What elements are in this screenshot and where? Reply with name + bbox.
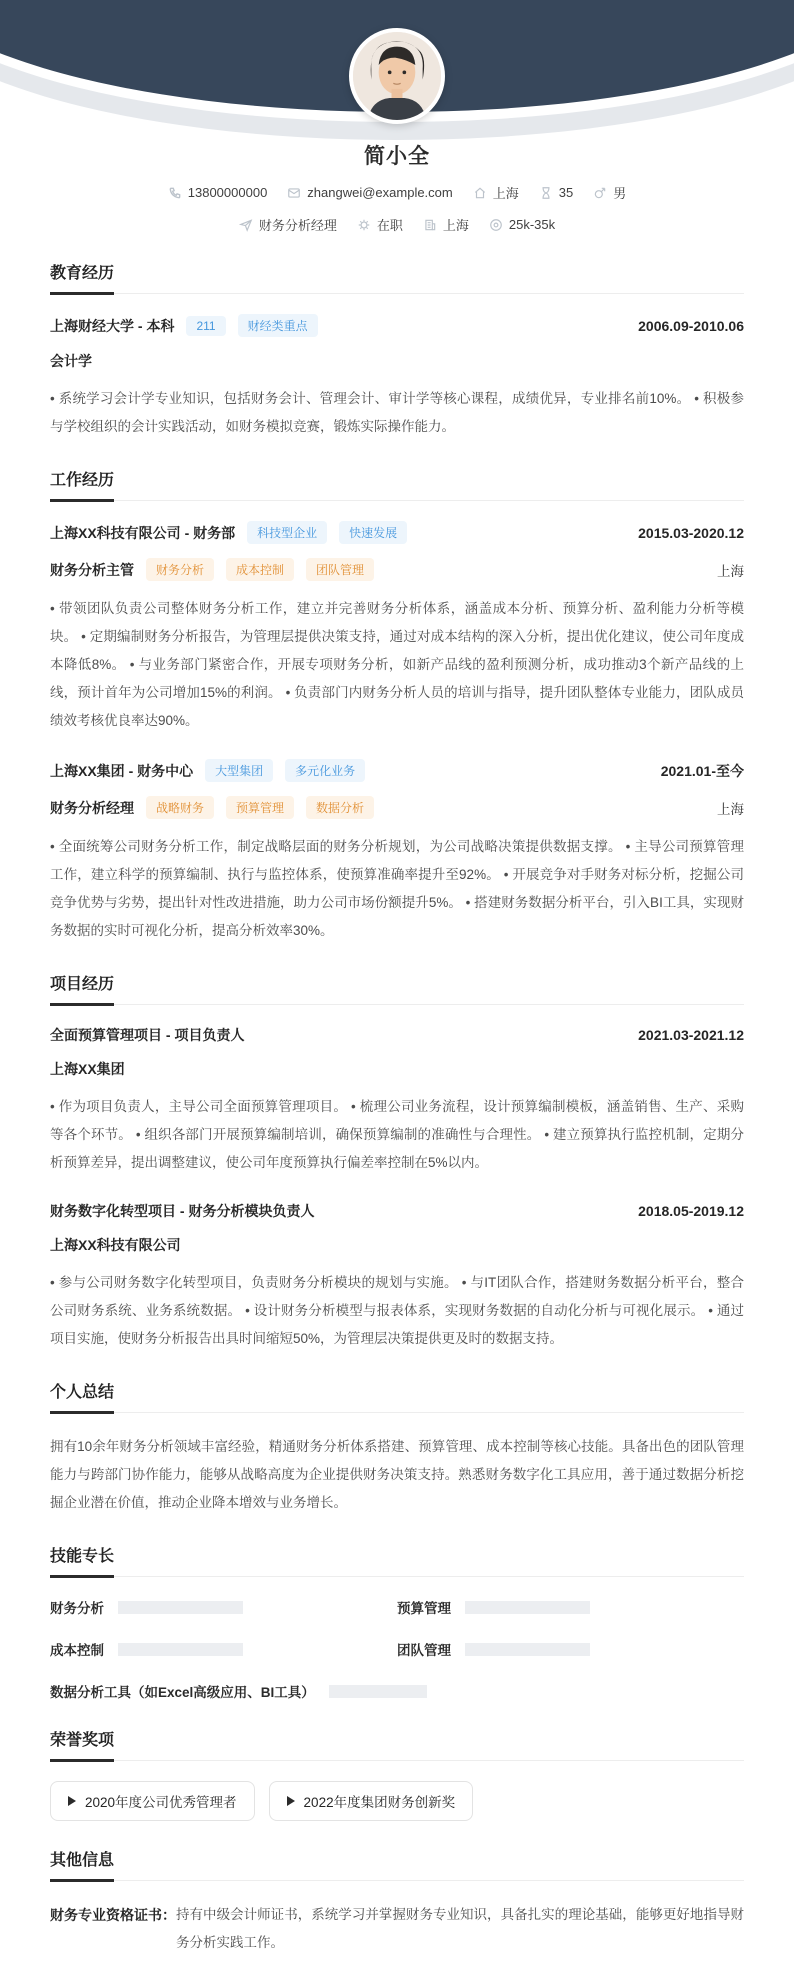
project-name: 全面预算管理项目 - 项目负责人 (50, 1027, 245, 1043)
status-icon (357, 218, 371, 232)
project-company: 上海XX集团 (50, 1061, 125, 1077)
work-date: 2015.03-2020.12 (638, 524, 744, 541)
skill-item (50, 1639, 397, 1659)
phone-item (168, 185, 268, 200)
honor-badge[interactable] (269, 1781, 474, 1821)
skill-name: 成本控制 (50, 1643, 104, 1658)
position-tag: 战略财务 (146, 796, 214, 819)
section-title-work: 工作经历 (50, 467, 114, 502)
skill-item (50, 1597, 397, 1617)
section-title-other: 其他信息 (50, 1847, 114, 1882)
certificate-label: 财务专业资格证书： (50, 1907, 176, 1923)
section-title-projects: 项目经历 (50, 971, 114, 1006)
work-description: • 全面统筹公司财务分析工作，制定战略层面的财务分析规划，为公司战略决策提供数据支撑。 • 主导公司预算管理工作，建立科学的预算编制、执行与监控体系，使预算准确率提升至92%。 • 开展竞争对手财务对标分析，挖掘公司竞争优势与劣势，提出针对性改进措施，助力公司市场份额提升5%。 • 搭建财务数据分析平台，引入BI工具，实现财务数据的实时可视化分析，提高分析效率30%。 (50, 839, 744, 938)
skill-bar-track (465, 1601, 590, 1614)
school-name: 上海财经大学 - 本科 (50, 317, 175, 334)
company-tag: 大型集团 (205, 759, 273, 782)
skill-bar-track (465, 1643, 590, 1656)
age-icon (539, 186, 553, 200)
home-icon (473, 186, 487, 200)
city-item (423, 215, 469, 234)
project-description: • 作为项目负责人，主导公司全面预算管理项目。 • 梳理公司业务流程，设计预算编制模板，涵盖销售、生产、采购等各个环节。 • 组织各部门开展预算编制培训，确保预算编制的准确性与合理性。 • 建立预算执行监控机制，定期分析预算差异，提出调整建议，使公司年度预算执行偏差率控制在5%以内。 (50, 1099, 744, 1170)
play-icon (287, 1796, 295, 1806)
company-name: 上海XX集团 - 财务中心 (50, 762, 194, 779)
gender-item (593, 183, 626, 202)
play-icon (68, 1796, 76, 1806)
position-tag: 成本控制 (226, 558, 294, 581)
position-name: 财务分析主管 (50, 561, 134, 578)
position-name: 财务分析经理 (50, 799, 134, 816)
work-location: 上海 (717, 563, 744, 579)
email-item (287, 185, 452, 200)
gender-icon (593, 186, 607, 200)
salary-value: 25k-35k (508, 217, 556, 232)
home-city-value: 上海 (492, 186, 519, 201)
section-honors (50, 1727, 744, 1821)
position-icon (239, 218, 253, 232)
section-title-education: 教育经历 (50, 260, 114, 295)
work-entry (50, 759, 744, 945)
education-tag: 211 (186, 316, 225, 336)
company-tag: 多元化业务 (285, 759, 365, 782)
project-date: 2018.05-2019.12 (638, 1203, 744, 1219)
company-name: 上海XX科技有限公司 - 财务部 (50, 524, 236, 541)
project-entry (50, 1025, 744, 1177)
skill-name: 预算管理 (397, 1601, 451, 1616)
work-description: • 带领团队负责公司整体财务分析工作，建立并完善财务分析体系，涵盖成本分析、预算分析、盈利能力分析等模块。 • 定期编制财务分析报告，为管理层提供决策支持，通过对成本结构的深入分析，提出优化建议，使公司年度成本降低8%。 • 与业务部门紧密合作，开展专项财务分析，如新产品线的盈利预测分析，成功推动3个新产品线的上线，预计首年为公司增加15%的利润。 • 负责部门内财务分析人员的培训与指导，提升团队整体专业能力，团队成员绩效考核优良率达90%。 (50, 601, 744, 728)
position-item (239, 215, 337, 234)
skill-item (397, 1597, 744, 1617)
contact-row-2 (0, 215, 794, 234)
person-name: 简小全 (364, 145, 430, 168)
position-tag: 团队管理 (306, 558, 374, 581)
age-value: 35 (558, 185, 574, 200)
company-tag: 科技型企业 (247, 521, 327, 544)
work-date: 2021.01-至今 (660, 762, 744, 779)
honor-label: 2020年度公司优秀管理者 (85, 1795, 237, 1810)
section-education (50, 260, 744, 441)
position-tag: 预算管理 (226, 796, 294, 819)
project-entry (50, 1201, 744, 1353)
status-item (357, 215, 403, 234)
section-title-skills: 技能专长 (50, 1543, 114, 1578)
city-building-icon (423, 218, 437, 232)
work-location: 上海 (717, 801, 744, 817)
project-company: 上海XX科技有限公司 (50, 1237, 181, 1253)
avatar-illustration (353, 32, 441, 120)
project-name: 财务数字化转型项目 - 财务分析模块负责人 (50, 1203, 315, 1219)
section-work (50, 467, 744, 945)
skill-name: 团队管理 (397, 1643, 451, 1658)
gender-value: 男 (613, 186, 627, 201)
section-skills (50, 1543, 744, 1701)
certificate-content: 持有中级会计师证书，系统学习并掌握财务专业知识，具备扎实的理论基础，能够更好地指导财务分析实践工作。 (176, 1907, 744, 1950)
email-value: zhangwei@example.com (307, 185, 453, 200)
skill-name: 数据分析工具（如Excel高级应用、BI工具） (50, 1685, 315, 1700)
skill-bar-track (118, 1601, 243, 1614)
skill-name: 财务分析 (50, 1601, 104, 1616)
education-entry (50, 314, 744, 441)
skill-item (50, 1681, 744, 1701)
summary-content: 拥有10余年财务分析领域丰富经验，精通财务分析体系搭建、预算管理、成本控制等核心技能。具备出色的团队管理能力与跨部门协作能力，能够从战略高度为企业提供财务决策支持。熟悉财务数字化工具应用，善于通过数据分析挖掘企业潜在价值，推动企业降本增效与业务增长。 (50, 1439, 744, 1510)
section-other (50, 1847, 744, 1957)
salary-icon (489, 218, 503, 232)
education-tag: 财经类重点 (238, 314, 318, 337)
phone-icon (168, 186, 182, 200)
contact-row-1 (0, 183, 794, 202)
age-item (539, 185, 573, 200)
city-value: 上海 (442, 218, 469, 233)
home-city-item (473, 183, 519, 202)
avatar (349, 28, 445, 124)
position-value: 财务分析经理 (258, 218, 337, 233)
header-banner (0, 0, 794, 128)
email-icon (287, 186, 301, 200)
education-description: • 系统学习会计学专业知识，包括财务会计、管理会计、审计学等核心课程，成绩优异，专业排名前10%。 • 积极参与学校组织的会计实践活动，如财务模拟竞赛，锻炼实际操作能力。 (50, 391, 744, 434)
skill-item (397, 1639, 744, 1659)
work-entry (50, 521, 744, 735)
section-projects (50, 971, 744, 1353)
project-description: • 参与公司财务数字化转型项目，负责财务分析模块的规划与实施。 • 与IT团队合作，搭建财务数据分析平台，整合公司财务系统、业务系统数据。 • 设计财务分析模型与报表体系，实现财务数据的自动化分析与可视化展示。 • 通过项目实施，使财务分析报告出具时间缩短50%，为管理层决策提供更及时的数据支持。 (50, 1275, 744, 1346)
phone-value: 13800000000 (187, 185, 268, 200)
position-tag: 财务分析 (146, 558, 214, 581)
section-summary (50, 1379, 744, 1517)
honor-badge[interactable] (50, 1781, 255, 1821)
skill-bar-track (329, 1685, 427, 1698)
major-name: 会计学 (50, 353, 92, 369)
status-value: 在职 (376, 218, 403, 233)
honor-label: 2022年度集团财务创新奖 (303, 1795, 456, 1810)
project-date: 2021.03-2021.12 (638, 1027, 744, 1043)
skill-bar-track (118, 1643, 243, 1656)
company-tag: 快速发展 (339, 521, 407, 544)
salary-item (489, 217, 555, 232)
section-title-summary: 个人总结 (50, 1379, 114, 1414)
education-date: 2006.09-2010.06 (638, 317, 744, 334)
section-title-honors: 荣誉奖项 (50, 1727, 114, 1762)
position-tag: 数据分析 (306, 796, 374, 819)
